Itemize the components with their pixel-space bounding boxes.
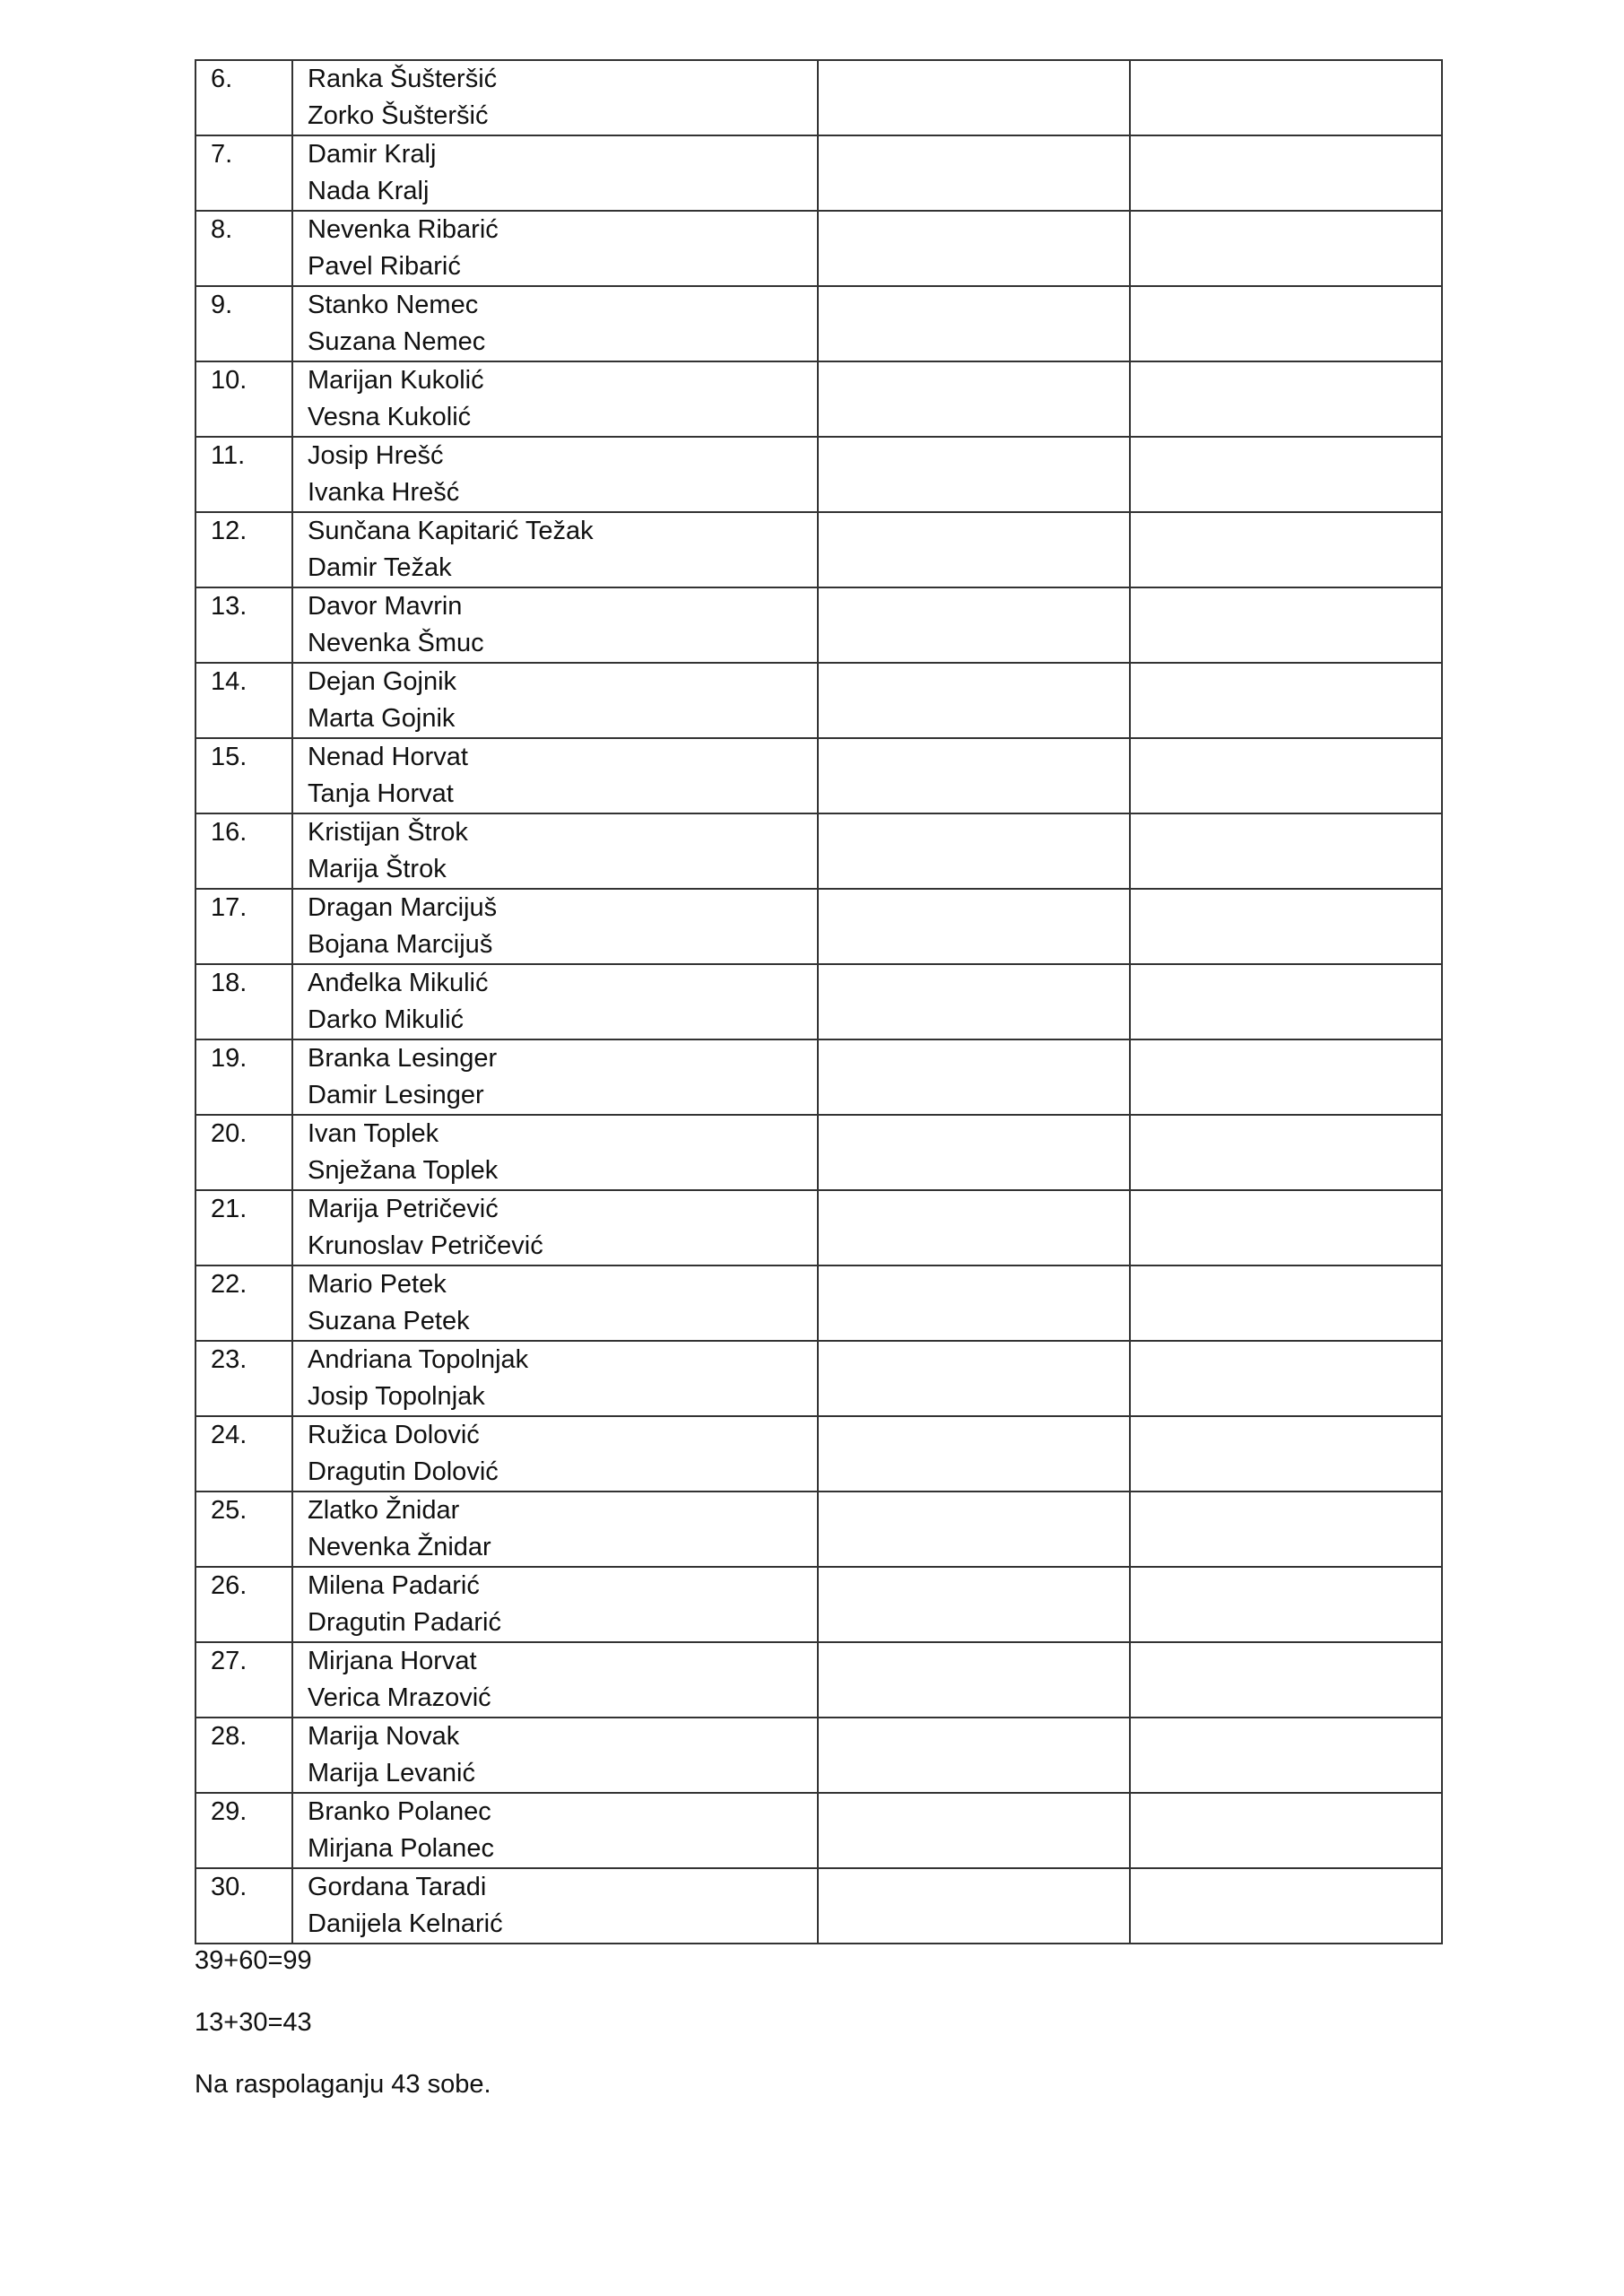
- second-person-name: Marija Levanić: [308, 1759, 475, 1787]
- row-number: 16.: [195, 813, 292, 889]
- first-person-name: Mirjana Horvat: [308, 1647, 477, 1675]
- empty-cell: [818, 1793, 1130, 1868]
- names-cell: [292, 663, 818, 738]
- names-cell: [292, 60, 818, 135]
- empty-cell: [818, 738, 1130, 813]
- table-row: [195, 1492, 1442, 1567]
- table-row: [195, 813, 1442, 889]
- empty-cell: [1130, 1115, 1442, 1190]
- second-person-name: Snježana Toplek: [308, 1156, 499, 1185]
- empty-cell: [1130, 663, 1442, 738]
- first-person-name: Dragan Marcijuš: [308, 893, 498, 922]
- empty-cell: [1130, 889, 1442, 964]
- names-cell: [292, 1115, 818, 1190]
- names-cell: [292, 135, 818, 211]
- row-number: 10.: [195, 361, 292, 437]
- row-number: 29.: [195, 1793, 292, 1868]
- empty-cell: [818, 1190, 1130, 1265]
- table-row: [195, 135, 1442, 211]
- first-person-name: Branka Lesinger: [308, 1044, 498, 1073]
- second-person-name: Dragutin Dolović: [308, 1457, 499, 1486]
- names-cell: [292, 1039, 818, 1115]
- table-row: [195, 1190, 1442, 1265]
- row-number: 26.: [195, 1567, 292, 1642]
- names-cell: [292, 587, 818, 663]
- second-person-name: Josip Topolnjak: [308, 1382, 485, 1411]
- empty-cell: [1130, 286, 1442, 361]
- empty-cell: [818, 1416, 1130, 1492]
- empty-cell: [1130, 211, 1442, 286]
- empty-cell: [1130, 1492, 1442, 1567]
- first-person-name: Marija Novak: [308, 1722, 460, 1751]
- second-person-name: Krunoslav Petričević: [308, 1231, 543, 1260]
- empty-cell: [1130, 1416, 1442, 1492]
- names-cell: [292, 286, 818, 361]
- second-person-name: Suzana Nemec: [308, 327, 486, 356]
- names-cell: [292, 1416, 818, 1492]
- empty-cell: [1130, 437, 1442, 512]
- empty-cell: [1130, 964, 1442, 1039]
- names-cell: [292, 1793, 818, 1868]
- room-count-calculation-2: 13+30=43: [195, 2008, 312, 2037]
- table-row: [195, 1265, 1442, 1341]
- second-person-name: Mirjana Polanec: [308, 1834, 494, 1863]
- names-cell: [292, 1341, 818, 1416]
- first-person-name: Nevenka Ribarić: [308, 215, 499, 244]
- names-cell: [292, 1642, 818, 1718]
- row-number: 24.: [195, 1416, 292, 1492]
- second-person-name: Nevenka Žnidar: [308, 1533, 491, 1561]
- row-number: 19.: [195, 1039, 292, 1115]
- row-number: 20.: [195, 1115, 292, 1190]
- participants-table: [195, 59, 1443, 1944]
- first-person-name: Damir Kralj: [308, 140, 437, 169]
- table-row: [195, 361, 1442, 437]
- table-row: [195, 1039, 1442, 1115]
- second-person-name: Ivanka Hrešć: [308, 478, 460, 507]
- names-cell: [292, 1492, 818, 1567]
- table-row: [195, 889, 1442, 964]
- first-person-name: Josip Hrešć: [308, 441, 444, 470]
- second-person-name: Darko Mikulić: [308, 1005, 465, 1034]
- row-number: 27.: [195, 1642, 292, 1718]
- first-person-name: Branko Polanec: [308, 1797, 491, 1826]
- empty-cell: [1130, 1190, 1442, 1265]
- table-row: [195, 1793, 1442, 1868]
- empty-cell: [1130, 1642, 1442, 1718]
- first-person-name: Gordana Taradi: [308, 1873, 487, 1901]
- empty-cell: [1130, 1265, 1442, 1341]
- names-cell: [292, 964, 818, 1039]
- second-person-name: Zorko Šušteršić: [308, 101, 489, 130]
- first-person-name: Marijan Kukolić: [308, 366, 484, 395]
- row-number: 18.: [195, 964, 292, 1039]
- table-row: [195, 286, 1442, 361]
- table-row: [195, 1718, 1442, 1793]
- empty-cell: [818, 1492, 1130, 1567]
- second-person-name: Pavel Ribarić: [308, 252, 461, 281]
- row-number: 28.: [195, 1718, 292, 1793]
- second-person-name: Damir Težak: [308, 553, 452, 582]
- table-row: [195, 663, 1442, 738]
- participants-table-body: [195, 60, 1442, 1944]
- second-person-name: Nada Kralj: [308, 177, 430, 205]
- empty-cell: [1130, 135, 1442, 211]
- table-row: [195, 738, 1442, 813]
- second-person-name: Nevenka Šmuc: [308, 629, 484, 657]
- row-number: 7.: [195, 135, 292, 211]
- empty-cell: [818, 512, 1130, 587]
- second-person-name: Tanja Horvat: [308, 779, 454, 808]
- row-number: 13.: [195, 587, 292, 663]
- names-cell: [292, 1718, 818, 1793]
- room-count-calculation-1: 39+60=99: [195, 1946, 312, 1975]
- first-person-name: Dejan Gojnik: [308, 667, 457, 696]
- empty-cell: [818, 964, 1130, 1039]
- second-person-name: Dragutin Padarić: [308, 1608, 501, 1637]
- row-number: 11.: [195, 437, 292, 512]
- empty-cell: [1130, 813, 1442, 889]
- empty-cell: [818, 587, 1130, 663]
- second-person-name: Damir Lesinger: [308, 1081, 484, 1109]
- empty-cell: [818, 1115, 1130, 1190]
- names-cell: [292, 889, 818, 964]
- row-number: 14.: [195, 663, 292, 738]
- empty-cell: [818, 663, 1130, 738]
- second-person-name: Danijela Kelnarić: [308, 1909, 503, 1938]
- table-row: [195, 1416, 1442, 1492]
- second-person-name: Vesna Kukolić: [308, 403, 472, 431]
- table-row: [195, 1115, 1442, 1190]
- empty-cell: [818, 1718, 1130, 1793]
- table-row: [195, 1868, 1442, 1944]
- first-person-name: Ranka Šušteršić: [308, 65, 498, 93]
- row-number: 21.: [195, 1190, 292, 1265]
- first-person-name: Kristijan Štrok: [308, 818, 468, 847]
- empty-cell: [1130, 1718, 1442, 1793]
- empty-cell: [1130, 1868, 1442, 1944]
- first-person-name: Ivan Toplek: [308, 1119, 439, 1148]
- first-person-name: Anđelka Mikulić: [308, 969, 489, 997]
- empty-cell: [1130, 1567, 1442, 1642]
- names-cell: [292, 1567, 818, 1642]
- first-person-name: Mario Petek: [308, 1270, 447, 1299]
- row-number: 30.: [195, 1868, 292, 1944]
- empty-cell: [818, 60, 1130, 135]
- empty-cell: [1130, 60, 1442, 135]
- second-person-name: Marta Gojnik: [308, 704, 456, 733]
- row-number: 6.: [195, 60, 292, 135]
- table-row: [195, 1567, 1442, 1642]
- first-person-name: Stanko Nemec: [308, 291, 479, 319]
- table-row: [195, 211, 1442, 286]
- names-cell: [292, 1190, 818, 1265]
- row-number: 8.: [195, 211, 292, 286]
- empty-cell: [1130, 1341, 1442, 1416]
- empty-cell: [818, 1868, 1130, 1944]
- table-row: [195, 437, 1442, 512]
- empty-cell: [818, 211, 1130, 286]
- empty-cell: [818, 286, 1130, 361]
- empty-cell: [1130, 361, 1442, 437]
- first-person-name: Ružica Dolović: [308, 1421, 480, 1449]
- table-row: [195, 1341, 1442, 1416]
- row-number: 23.: [195, 1341, 292, 1416]
- empty-cell: [818, 889, 1130, 964]
- table-row: [195, 60, 1442, 135]
- names-cell: [292, 813, 818, 889]
- empty-cell: [818, 813, 1130, 889]
- row-number: 17.: [195, 889, 292, 964]
- empty-cell: [818, 361, 1130, 437]
- row-number: 15.: [195, 738, 292, 813]
- empty-cell: [818, 135, 1130, 211]
- first-person-name: Milena Padarić: [308, 1571, 480, 1600]
- names-cell: [292, 1265, 818, 1341]
- names-cell: [292, 512, 818, 587]
- first-person-name: Marija Petričević: [308, 1195, 499, 1223]
- row-number: 12.: [195, 512, 292, 587]
- second-person-name: Verica Mrazović: [308, 1683, 491, 1712]
- empty-cell: [1130, 738, 1442, 813]
- empty-cell: [818, 1642, 1130, 1718]
- empty-cell: [1130, 1793, 1442, 1868]
- empty-cell: [818, 437, 1130, 512]
- first-person-name: Davor Mavrin: [308, 592, 463, 621]
- table-row: [195, 1642, 1442, 1718]
- first-person-name: Nenad Horvat: [308, 743, 468, 771]
- empty-cell: [818, 1341, 1130, 1416]
- first-person-name: Sunčana Kapitarić Težak: [308, 517, 594, 545]
- second-person-name: Suzana Petek: [308, 1307, 470, 1335]
- row-number: 9.: [195, 286, 292, 361]
- row-number: 25.: [195, 1492, 292, 1567]
- first-person-name: Andriana Topolnjak: [308, 1345, 529, 1374]
- empty-cell: [818, 1039, 1130, 1115]
- first-person-name: Zlatko Žnidar: [308, 1496, 460, 1525]
- names-cell: [292, 1868, 818, 1944]
- table-row: [195, 964, 1442, 1039]
- table-row: [195, 587, 1442, 663]
- empty-cell: [818, 1567, 1130, 1642]
- empty-cell: [1130, 1039, 1442, 1115]
- second-person-name: Marija Štrok: [308, 855, 447, 883]
- table-row: [195, 512, 1442, 587]
- empty-cell: [818, 1265, 1130, 1341]
- names-cell: [292, 437, 818, 512]
- names-cell: [292, 361, 818, 437]
- row-number: 22.: [195, 1265, 292, 1341]
- empty-cell: [1130, 512, 1442, 587]
- names-cell: [292, 738, 818, 813]
- second-person-name: Bojana Marcijuš: [308, 930, 493, 959]
- rooms-available-note: Na raspolaganju 43 sobe.: [195, 2070, 491, 2099]
- names-cell: [292, 211, 818, 286]
- empty-cell: [1130, 587, 1442, 663]
